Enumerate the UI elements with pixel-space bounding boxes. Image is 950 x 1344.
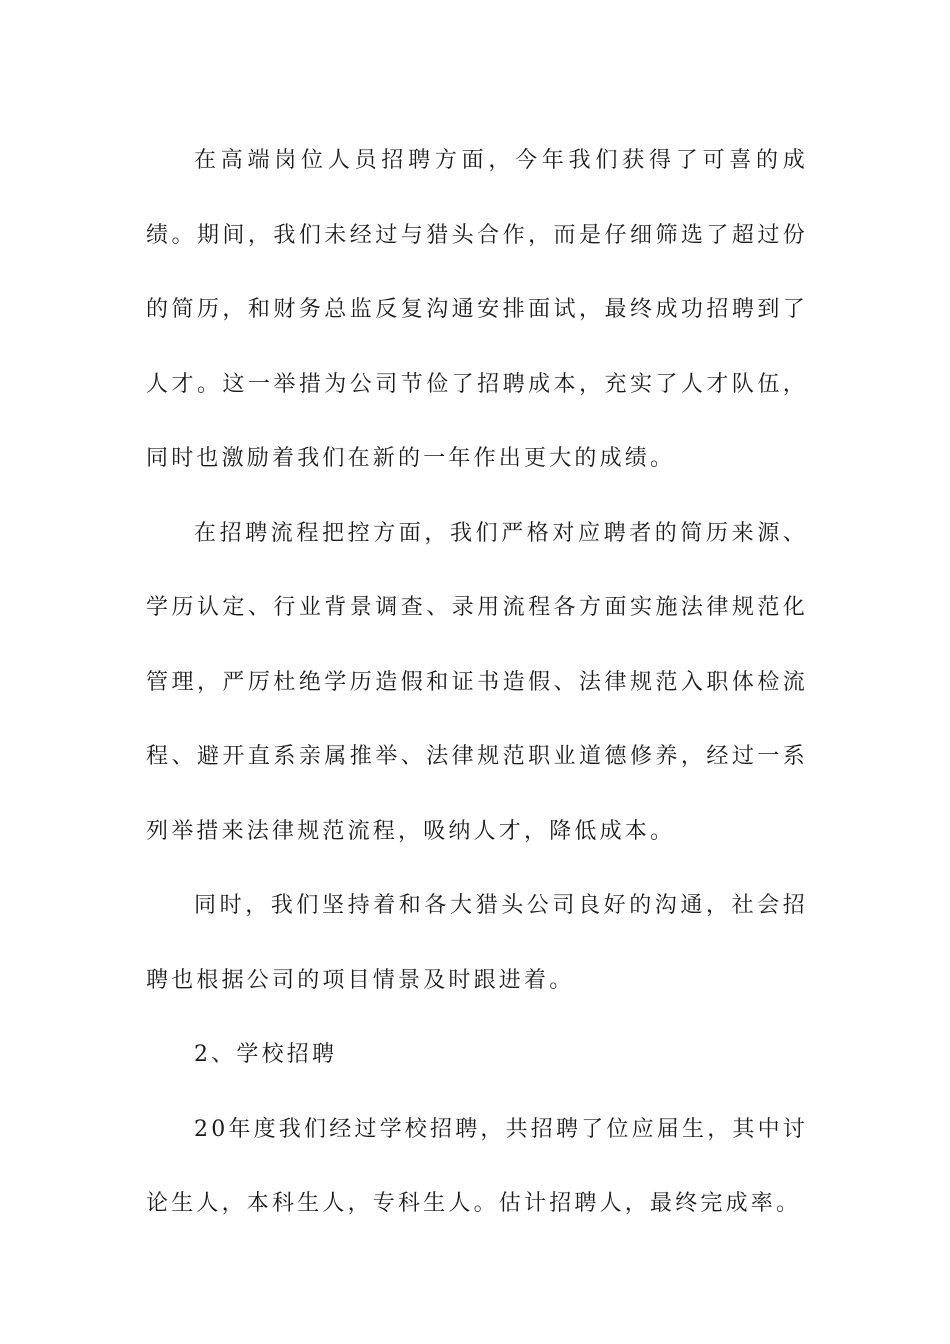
section-heading-campus-recruitment: 2、学校招聘 bbox=[194, 1042, 338, 1067]
document-body bbox=[146, 124, 808, 1242]
paragraph-senior-recruitment: 在高端岗位人员招聘方面，今年我们获得了可喜的成绩。期间，我们未经过与猎头合作，而是仔细筛选了超过份的简历，和财务总监反复沟通安排面试，最终成功招聘到了人才。这一举措为公司节俭了招聘成本，充实了人才队伍，同时也激励着我们在新的一年作出更大的成绩。 bbox=[146, 148, 808, 471]
paragraph-headhunter-cooperation: 同时，我们坚持着和各大猎头公司良好的沟通，社会招聘也根据公司的项目情景及时跟进着。 bbox=[146, 893, 808, 993]
paragraph-campus-recruitment: 20年度我们经过学校招聘，共招聘了位应届生，其中讨论生人，本科生人，专科生人。估计招聘人，最终完成率。 bbox=[146, 1116, 808, 1216]
paragraph-recruitment-process: 在招聘流程把控方面，我们严格对应聘者的简历来源、学历认定、行业背景调查、录用流程各方面实施法律规范化管理，严厉杜绝学历造假和证书造假、法律规范入职体检流程、避开直系亲属推举、法律规范职业道德修养，经过一系列举措来法律规范流程，吸纳人才，降低成本。 bbox=[146, 520, 808, 844]
